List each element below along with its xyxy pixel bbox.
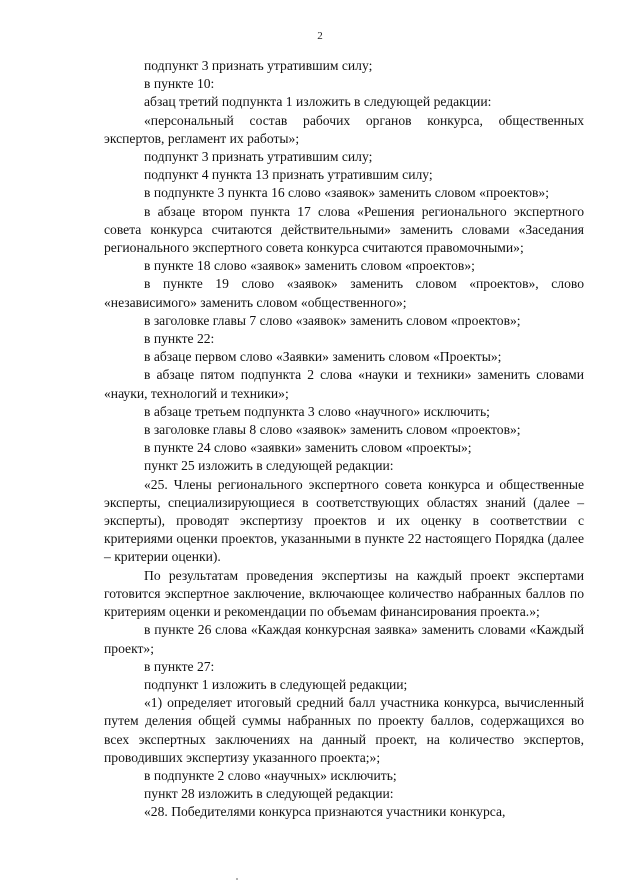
paragraph: в абзаце пятом подпункта 2 слова «науки и техники» заменить словами «науки, технологий и техники»; <box>104 367 584 401</box>
document-body <box>104 57 584 822</box>
paragraph: пункт 25 изложить в следующей редакции: <box>144 458 394 474</box>
paragraph: По результатам проведения экспертизы на каждый проект экспертами готовится экспертное заключение, включающее количество набранных баллов по критериям оценки и рекомендации по объемам финансирования проекта.»; <box>104 567 584 620</box>
paragraph: подпункт 3 признать утратившим силу; <box>144 58 373 73</box>
paragraph: в пункте 22: <box>144 331 215 347</box>
paragraph: в пункте 24 слово «заявки» заменить словом «проекты»; <box>144 440 472 456</box>
paragraph: в подпункте 2 слово «научных» исключить; <box>144 767 397 783</box>
paragraph: в пункте 10: <box>144 76 215 92</box>
paragraph: «28. Победителями конкурса признаются участники конкурса, <box>144 804 506 820</box>
paragraph: «персональный состав рабочих органов конкурса, общественных экспертов, регламент их работы»; <box>104 112 584 146</box>
paragraph: в пункте 27: <box>144 658 215 674</box>
paragraph: в абзаце первом слово «Заявки» заменить словом «Проекты»; <box>144 349 502 365</box>
paragraph: «25. Члены регионального экспертного совета конкурса и общественные эксперты, специализирующиеся в соответствующих областях знаний (далее – эксперты), проводят экспертизу проектов и их оценку в соответствии с критериями оценки проектов, указанными в пункте 22 настоящего Порядка (далее – критерии оценки). <box>104 476 584 565</box>
page-number: 2 <box>317 30 323 42</box>
paragraph: подпункт 4 пункта 13 признать утратившим силу; <box>144 167 433 183</box>
paragraph: пункт 28 изложить в следующей редакции: <box>144 786 394 802</box>
paragraph: в пункте 19 слово «заявок» заменить словом «проектов», слово «независимого» заменить словом «общественного»; <box>104 276 584 310</box>
paragraph: «1) определяет итоговый средний балл участника конкурса, вычисленный путем деления общей суммы набранных по проекту баллов, содержащихся во всех экспертных заключениях на данный проект, на количество экспертов, проводивших экспертизу указанного проекта;»; <box>104 695 584 765</box>
paragraph: в пункте 26 слова «Каждая конкурсная заявка» заменить словами «Каждый проект»; <box>104 622 584 656</box>
paragraph: в подпункте 3 пункта 16 слово «заявок» заменить словом «проектов»; <box>144 185 550 201</box>
paragraph: в абзаце втором пункта 17 слова «Решения регионального экспертного совета конкурса считаются действительными» заменить словами «Заседания регионального экспертного совета конкурса считаются правомочными»; <box>104 203 584 256</box>
paragraph: подпункт 3 признать утратившим силу; <box>144 149 373 165</box>
paragraph: в абзаце третьем подпункта 3 слово «научного» исключить; <box>144 403 490 419</box>
paragraph: абзац третий подпункта 1 изложить в следующей редакции: <box>144 94 492 110</box>
paragraph: в заголовке главы 7 слово «заявок» заменить словом «проектов»; <box>144 312 521 328</box>
paragraph: подпункт 1 изложить в следующей редакции; <box>144 676 408 692</box>
paragraph: в заголовке главы 8 слово «заявок» заменить словом «проектов»; <box>144 422 521 438</box>
scan-speck <box>236 878 238 880</box>
paragraph: в пункте 18 слово «заявок» заменить словом «проектов»; <box>144 258 475 274</box>
